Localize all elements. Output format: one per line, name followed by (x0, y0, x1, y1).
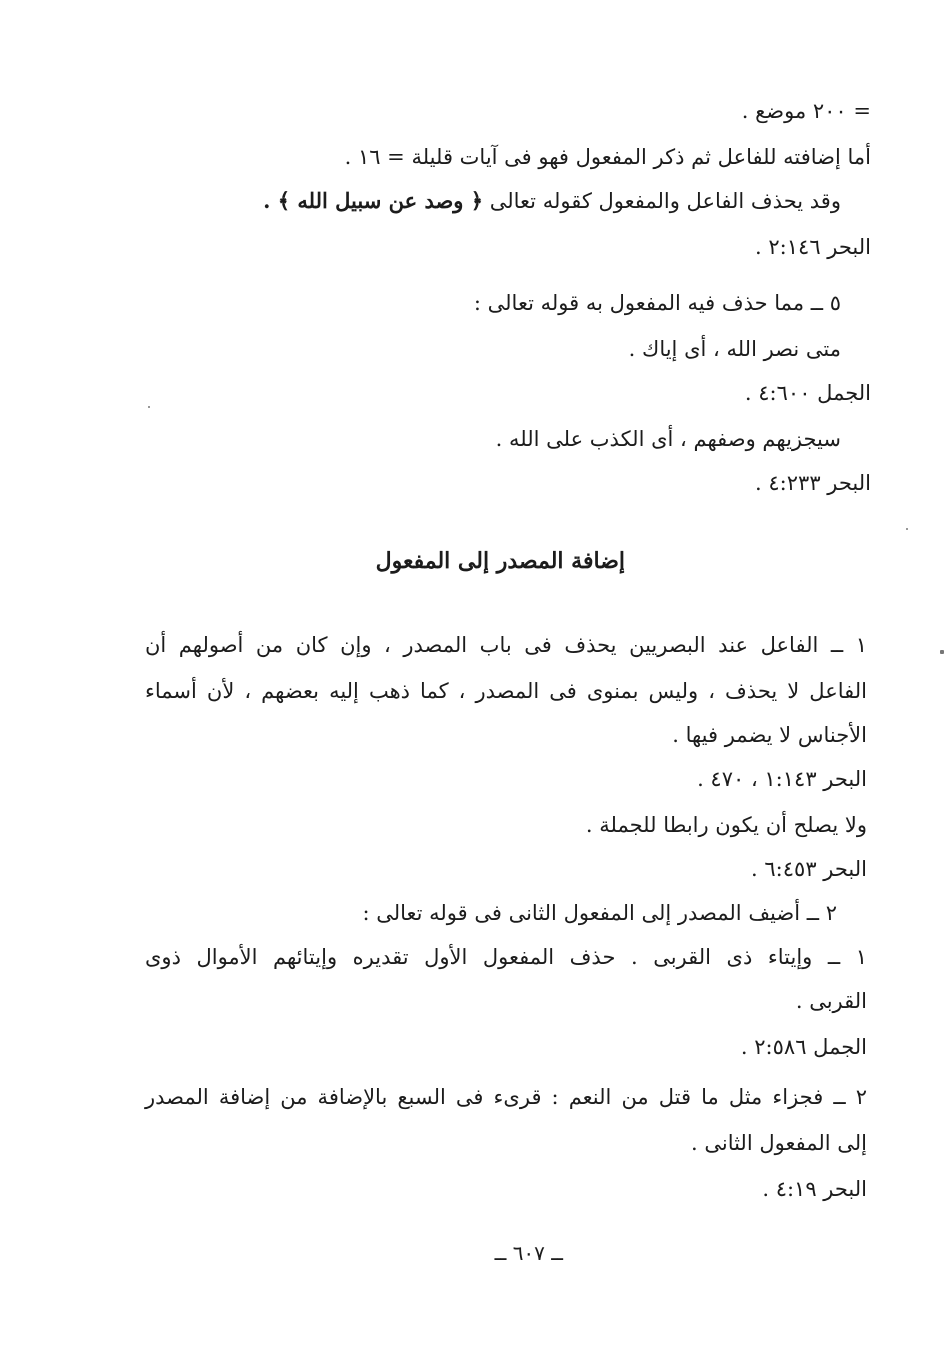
section-heading: إضافة المصدر إلى المفعول (375, 548, 625, 574)
paragraph-line: الأجناس لا يضمر فيها . (672, 723, 867, 747)
text-line: ولا يصلح أن يكون رابطا للجملة . (585, 813, 867, 837)
reference-line: الجمل ٢:٥٨٦ . (740, 1035, 867, 1059)
scan-speck (906, 528, 908, 530)
reference-line: البحر ٤:١٩ . (762, 1177, 867, 1201)
quran-quote: ﴿ وصد عن سبيل الله ﴾ . (263, 188, 484, 213)
text-line-part: وقد يحذف الفاعل والمفعول كقوله تعالى (489, 189, 841, 213)
text-line (263, 186, 841, 216)
text-line: = ٢٠٠ موضع . (741, 99, 871, 123)
scan-speck (148, 406, 150, 408)
text-line: ٥ ــ مما حذف فيه المفعول به قوله تعالى : (473, 291, 841, 315)
paragraph-line: القربى . (795, 989, 867, 1013)
text-line: متى نصر الله ، أى إياك . (628, 337, 841, 361)
reference-line: البحر ٢:١٤٦ . (755, 235, 871, 259)
paragraph-line: ١ ــ وإيتاء ذى القربى . حذف المفعول الأول تقديره وإيتائهم الأموال ذوى (145, 945, 867, 969)
text-line: أما إضافته للفاعل ثم ذكر المفعول فهو فى آيات قليلة = ١٦ . (344, 145, 871, 169)
paragraph-line: الفاعل لا يحذف ، وليس بمنوى فى المصدر ، كما ذهب إليه بعضهم ، لأن أسماء (145, 679, 867, 703)
text-line: سيجزيهم وصفهم ، أى الكذب على الله . (495, 427, 841, 451)
paragraph-line: ٢ ــ فجزاء مثل ما قتل من النعم : قرىء فى السبع بالإضافة من إضافة المصدر (145, 1085, 867, 1109)
paragraph-line: ١ ــ الفاعل عند البصريين يحذف فى باب المصدر ، وإن كان من أصولهم أن (145, 633, 867, 657)
reference-line: البحر ١:١٤٣ ، ٤٧٠ . (697, 767, 867, 791)
reference-line: الجمل ٤:٦٠٠ . (744, 381, 871, 405)
page-number: ــ ٦٠٧ ــ (494, 1241, 563, 1265)
paragraph-line: إلى المفعول الثانى . (691, 1131, 867, 1155)
scan-speck (940, 650, 944, 654)
reference-line: البحر ٤:٢٣٣ . (755, 471, 871, 495)
text-line: ٢ ــ أضيف المصدر إلى المفعول الثانى فى قوله تعالى : (362, 901, 837, 925)
reference-line: البحر ٦:٤٥٣ . (751, 857, 867, 881)
